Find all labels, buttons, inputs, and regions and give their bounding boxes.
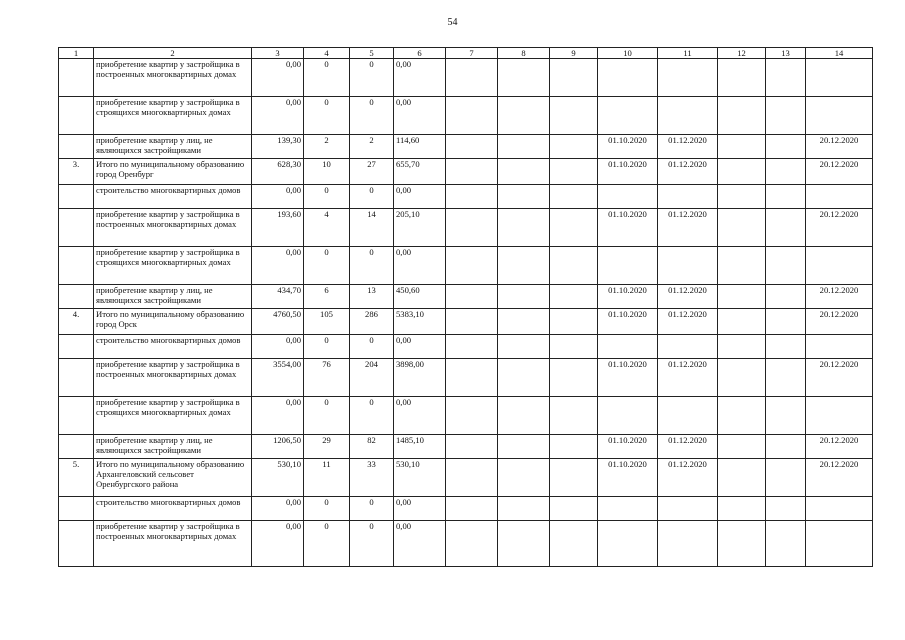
cell-col10 [598,335,658,359]
column-header-9: 9 [550,48,598,59]
cell-col8 [498,335,550,359]
cell-col10 [598,521,658,567]
cell-col4: 0 [304,97,350,135]
cell-col3: 0,00 [252,335,304,359]
cell-col12 [718,159,766,185]
cell-col7 [446,521,498,567]
cell-col10: 01.10.2020 [598,209,658,247]
cell-col8 [498,285,550,309]
cell-col10: 01.10.2020 [598,359,658,397]
cell-col6: 3898,00 [394,359,446,397]
cell-col14 [806,59,873,97]
cell-col3: 0,00 [252,521,304,567]
cell-col5: 0 [350,97,394,135]
cell-col13 [766,135,806,159]
cell-col9 [550,97,598,135]
table-row [59,309,873,335]
column-header-3: 3 [252,48,304,59]
cell-col6: 655,70 [394,159,446,185]
cell-col4: 4 [304,209,350,247]
column-header-14: 14 [806,48,873,59]
row-description: Итого по муниципальному образованию город Оренбург [94,159,252,185]
column-header-2: 2 [94,48,252,59]
table-row [59,285,873,309]
cell-col10 [598,397,658,435]
row-index [59,247,94,285]
cell-col14 [806,97,873,135]
cell-col14 [806,521,873,567]
cell-col8 [498,497,550,521]
column-header-12: 12 [718,48,766,59]
cell-col9 [550,209,598,247]
cell-col14: 20.12.2020 [806,309,873,335]
cell-col5: 14 [350,209,394,247]
cell-col6: 0,00 [394,335,446,359]
cell-col11: 01.12.2020 [658,435,718,459]
cell-col14: 20.12.2020 [806,435,873,459]
cell-col7 [446,397,498,435]
cell-col4: 2 [304,135,350,159]
cell-col13 [766,309,806,335]
row-index: 4. [59,309,94,335]
cell-col6: 0,00 [394,521,446,567]
cell-col12 [718,247,766,285]
table-row [59,209,873,247]
cell-col12 [718,497,766,521]
page-number: 54 [447,17,458,28]
cell-col11 [658,397,718,435]
cell-col11 [658,185,718,209]
cell-col3: 4760,50 [252,309,304,335]
row-index [59,59,94,97]
cell-col9 [550,397,598,435]
table-row [59,435,873,459]
cell-col11 [658,335,718,359]
table-row [59,335,873,359]
cell-col14 [806,247,873,285]
cell-col3: 0,00 [252,185,304,209]
cell-col10 [598,497,658,521]
cell-col7 [446,497,498,521]
row-index [59,97,94,135]
column-header-6: 6 [394,48,446,59]
cell-col6: 0,00 [394,97,446,135]
cell-col7 [446,285,498,309]
row-index [59,521,94,567]
cell-col4: 76 [304,359,350,397]
cell-col10: 01.10.2020 [598,159,658,185]
cell-col13 [766,97,806,135]
cell-col11 [658,247,718,285]
cell-col8 [498,159,550,185]
cell-col14: 20.12.2020 [806,209,873,247]
cell-col13 [766,247,806,285]
cell-col10: 01.10.2020 [598,135,658,159]
column-header-1: 1 [59,48,94,59]
table-row [59,459,873,497]
cell-col11: 01.12.2020 [658,359,718,397]
cell-col10 [598,97,658,135]
row-description: приобретение квартир у застройщика в построенных многоквартирных домах [94,59,252,97]
table-row [59,521,873,567]
cell-col11: 01.12.2020 [658,209,718,247]
cell-col9 [550,285,598,309]
table-row [59,159,873,185]
cell-col9 [550,459,598,497]
cell-col6: 0,00 [394,59,446,97]
cell-col11: 01.12.2020 [658,285,718,309]
cell-col5: 204 [350,359,394,397]
cell-col7 [446,159,498,185]
cell-col12 [718,309,766,335]
cell-col9 [550,435,598,459]
cell-col8 [498,59,550,97]
row-description: приобретение квартир у застройщика в строящихся многоквартирных домах [94,247,252,285]
row-index [59,397,94,435]
cell-col14: 20.12.2020 [806,135,873,159]
cell-col7 [446,185,498,209]
cell-col12 [718,359,766,397]
cell-col13 [766,521,806,567]
cell-col12 [718,285,766,309]
row-description: приобретение квартир у застройщика в построенных многоквартирных домах [94,209,252,247]
cell-col11: 01.12.2020 [658,459,718,497]
cell-col11: 01.12.2020 [658,159,718,185]
cell-col8 [498,309,550,335]
table-row [59,59,873,97]
cell-col11: 01.12.2020 [658,135,718,159]
cell-col8 [498,185,550,209]
cell-col4: 0 [304,247,350,285]
cell-col14: 20.12.2020 [806,359,873,397]
cell-col7 [446,209,498,247]
cell-col11 [658,59,718,97]
cell-col9 [550,135,598,159]
cell-col11 [658,497,718,521]
row-index [59,135,94,159]
cell-col14 [806,335,873,359]
cell-col3: 0,00 [252,97,304,135]
cell-col5: 0 [350,521,394,567]
cell-col9 [550,309,598,335]
table-row [59,185,873,209]
cell-col10 [598,247,658,285]
cell-col9 [550,159,598,185]
cell-col5: 0 [350,497,394,521]
cell-col8 [498,97,550,135]
cell-col6: 5383,10 [394,309,446,335]
row-index [59,359,94,397]
cell-col9 [550,497,598,521]
cell-col12 [718,185,766,209]
cell-col3: 139,30 [252,135,304,159]
cell-col13 [766,285,806,309]
cell-col4: 0 [304,335,350,359]
cell-col13 [766,59,806,97]
cell-col11 [658,521,718,567]
cell-col12 [718,97,766,135]
cell-col5: 27 [350,159,394,185]
cell-col4: 0 [304,497,350,521]
row-index [59,209,94,247]
cell-col10: 01.10.2020 [598,309,658,335]
row-description: приобретение квартир у застройщика в строящихся многоквартирных домах [94,97,252,135]
row-description: Итого по муниципальному образованию Архангеловский сельсовет Оренбургского района [94,459,252,497]
cell-col5: 82 [350,435,394,459]
cell-col11: 01.12.2020 [658,309,718,335]
table-row [59,397,873,435]
cell-col7 [446,59,498,97]
column-header-7: 7 [446,48,498,59]
cell-col9 [550,185,598,209]
row-index [59,185,94,209]
cell-col5: 33 [350,459,394,497]
cell-col5: 286 [350,309,394,335]
cell-col9 [550,359,598,397]
cell-col8 [498,397,550,435]
cell-col5: 0 [350,247,394,285]
row-index [59,435,94,459]
cell-col5: 0 [350,397,394,435]
row-description: строительство многоквартирных домов [94,185,252,209]
column-header-10: 10 [598,48,658,59]
cell-col13 [766,459,806,497]
cell-col13 [766,435,806,459]
cell-col6: 205,10 [394,209,446,247]
row-description: приобретение квартир у лиц, не являющихся застройщиками [94,285,252,309]
cell-col4: 0 [304,185,350,209]
cell-col3: 0,00 [252,397,304,435]
cell-col8 [498,459,550,497]
cell-col14: 20.12.2020 [806,159,873,185]
cell-col5: 0 [350,335,394,359]
cell-col10 [598,185,658,209]
cell-col3: 1206,50 [252,435,304,459]
cell-col9 [550,335,598,359]
cell-col6: 1485,10 [394,435,446,459]
cell-col7 [446,335,498,359]
cell-col5: 0 [350,59,394,97]
cell-col7 [446,459,498,497]
row-description: Итого по муниципальному образованию город Орск [94,309,252,335]
row-index [59,285,94,309]
cell-col13 [766,209,806,247]
cell-col12 [718,521,766,567]
cell-col3: 628,30 [252,159,304,185]
row-description: приобретение квартир у лиц, не являющихся застройщиками [94,435,252,459]
cell-col3: 0,00 [252,247,304,285]
cell-col12 [718,459,766,497]
cell-col12 [718,397,766,435]
column-header-13: 13 [766,48,806,59]
cell-col9 [550,247,598,285]
cell-col4: 29 [304,435,350,459]
cell-col8 [498,359,550,397]
cell-col6: 0,00 [394,397,446,435]
column-header-8: 8 [498,48,550,59]
table-row [59,135,873,159]
row-index [59,497,94,521]
row-index: 3. [59,159,94,185]
cell-col13 [766,185,806,209]
table-body [59,59,873,567]
table-row [59,497,873,521]
cell-col12 [718,335,766,359]
cell-col14 [806,497,873,521]
cell-col3: 193,60 [252,209,304,247]
row-description: приобретение квартир у застройщика в строящихся многоквартирных домах [94,397,252,435]
cell-col7 [446,435,498,459]
cell-col5: 2 [350,135,394,159]
cell-col3: 0,00 [252,59,304,97]
cell-col7 [446,309,498,335]
cell-col10: 01.10.2020 [598,285,658,309]
cell-col8 [498,247,550,285]
cell-col13 [766,397,806,435]
cell-col14: 20.12.2020 [806,285,873,309]
row-description: приобретение квартир у застройщика в построенных многоквартирных домах [94,359,252,397]
row-description: приобретение квартир у застройщика в построенных многоквартирных домах [94,521,252,567]
column-header-4: 4 [304,48,350,59]
cell-col5: 13 [350,285,394,309]
cell-col9 [550,59,598,97]
cell-col8 [498,135,550,159]
cell-col10: 01.10.2020 [598,435,658,459]
cell-col13 [766,159,806,185]
cell-col7 [446,247,498,285]
table-row [59,359,873,397]
cell-col4: 0 [304,397,350,435]
cell-col8 [498,435,550,459]
cell-col4: 6 [304,285,350,309]
cell-col3: 3554,00 [252,359,304,397]
cell-col10: 01.10.2020 [598,459,658,497]
cell-col13 [766,497,806,521]
cell-col3: 530,10 [252,459,304,497]
cell-col3: 0,00 [252,497,304,521]
row-index: 5. [59,459,94,497]
row-description: строительство многоквартирных домов [94,497,252,521]
cell-col6: 450,60 [394,285,446,309]
cell-col13 [766,359,806,397]
row-index [59,335,94,359]
row-description: строительство многоквартирных домов [94,335,252,359]
cell-col12 [718,59,766,97]
cell-col4: 0 [304,59,350,97]
cell-col5: 0 [350,185,394,209]
cell-col3: 434,70 [252,285,304,309]
cell-col7 [446,359,498,397]
cell-col6: 0,00 [394,497,446,521]
cell-col4: 10 [304,159,350,185]
cell-col10 [598,59,658,97]
column-header-5: 5 [350,48,394,59]
column-header-11: 11 [658,48,718,59]
cell-col14: 20.12.2020 [806,459,873,497]
cell-col7 [446,135,498,159]
cell-col12 [718,135,766,159]
cell-col12 [718,435,766,459]
cell-col4: 11 [304,459,350,497]
table-row [59,247,873,285]
cell-col14 [806,185,873,209]
cell-col13 [766,335,806,359]
cell-col6: 114,60 [394,135,446,159]
row-description: приобретение квартир у лиц, не являющихся застройщиками [94,135,252,159]
cell-col14 [806,397,873,435]
data-table [58,47,873,567]
table-row [59,97,873,135]
cell-col9 [550,521,598,567]
cell-col8 [498,209,550,247]
cell-col11 [658,97,718,135]
cell-col6: 0,00 [394,247,446,285]
cell-col8 [498,521,550,567]
cell-col4: 105 [304,309,350,335]
header-row [59,48,873,59]
cell-col12 [718,209,766,247]
cell-col7 [446,97,498,135]
cell-col6: 0,00 [394,185,446,209]
cell-col4: 0 [304,521,350,567]
cell-col6: 530,10 [394,459,446,497]
